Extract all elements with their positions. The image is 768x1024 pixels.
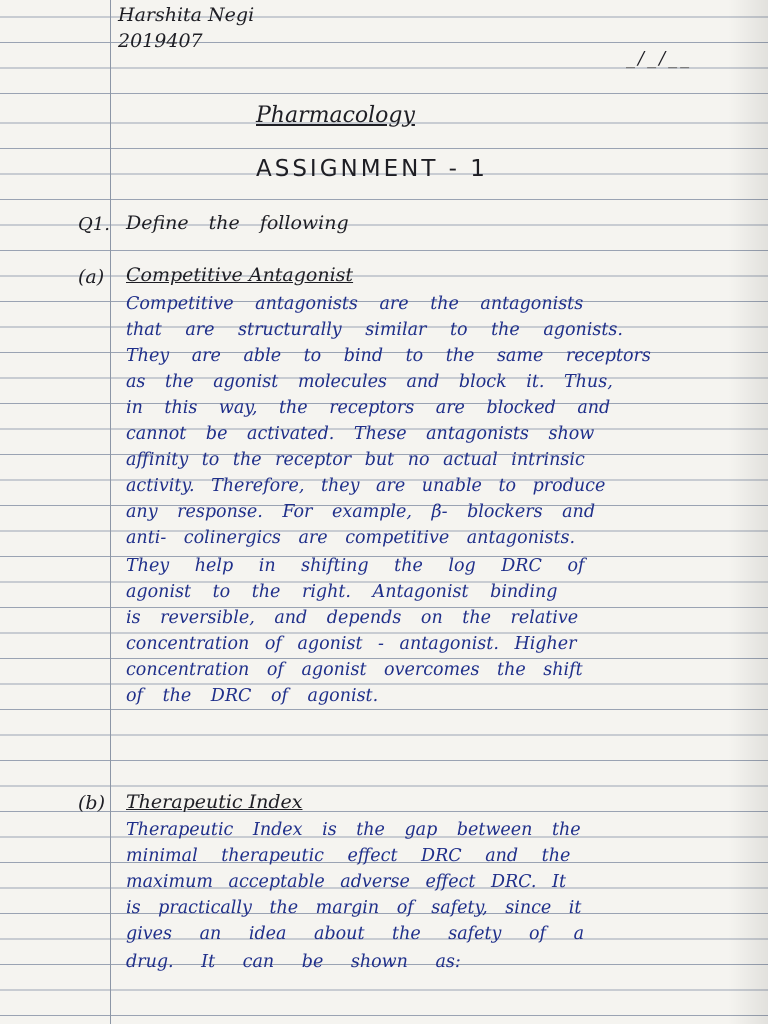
part-a-line: Competitive antagonists are the antagonists [126,294,584,314]
part-a-line: any response. For example, β- blockers and [126,502,596,522]
part-a-line: anti- colinergics are competitive antagonists. [126,528,576,548]
question-text: Define the following [126,212,349,234]
part-a-heading: Competitive Antagonist [126,264,354,286]
part-b-label: (b) [78,792,105,814]
part-a-line: as the agonist molecules and block it. Thus, [126,372,613,392]
margin-line [110,0,111,1024]
page-edge [728,0,768,1024]
part-b-line: gives an idea about the safety of a [126,924,585,944]
part-b-line: drug. It can be shown as: [126,952,461,972]
part-b-heading: Therapeutic Index [126,791,303,813]
part-a-line: concentration of agonist overcomes the shift [126,660,583,680]
roll-number: 2019407 [118,30,203,52]
part-b-line: minimal therapeutic effect DRC and the [126,846,571,866]
date-field: _/_/__ [626,48,693,69]
part-a-line: in this way, the receptors are blocked and [126,398,611,418]
part-a-line: affinity to the receptor but no actual intrinsic [126,450,585,470]
part-b-line: maximum acceptable adverse effect DRC. It [126,872,566,892]
part-a-line: concentration of agonist - antagonist. Higher [126,634,577,654]
question-number: Q1. [78,214,110,235]
part-b-line: Therapeutic Index is the gap between the [126,820,581,840]
part-a-line: They help in shifting the log DRC of [126,556,585,576]
part-a-line: They are able to bind to the same receptors [126,346,651,366]
part-a-line: activity. Therefore, they are unable to produce [126,476,606,496]
student-name: Harshita Negi [118,4,255,26]
part-a-line: that are structurally similar to the agonists. [126,320,623,340]
assignment-heading: ASSIGNMENT - 1 [256,156,488,182]
part-a-line: agonist to the right. Antagonist binding [126,582,558,602]
part-a-line: cannot be activated. These antagonists show [126,424,595,444]
part-b-line: is practically the margin of safety, since it [126,898,582,918]
part-a-label: (a) [78,266,105,288]
page-title: Pharmacology [256,103,415,128]
part-a-line: is reversible, and depends on the relative [126,608,579,628]
part-a-line: of the DRC of agonist. [126,686,379,706]
